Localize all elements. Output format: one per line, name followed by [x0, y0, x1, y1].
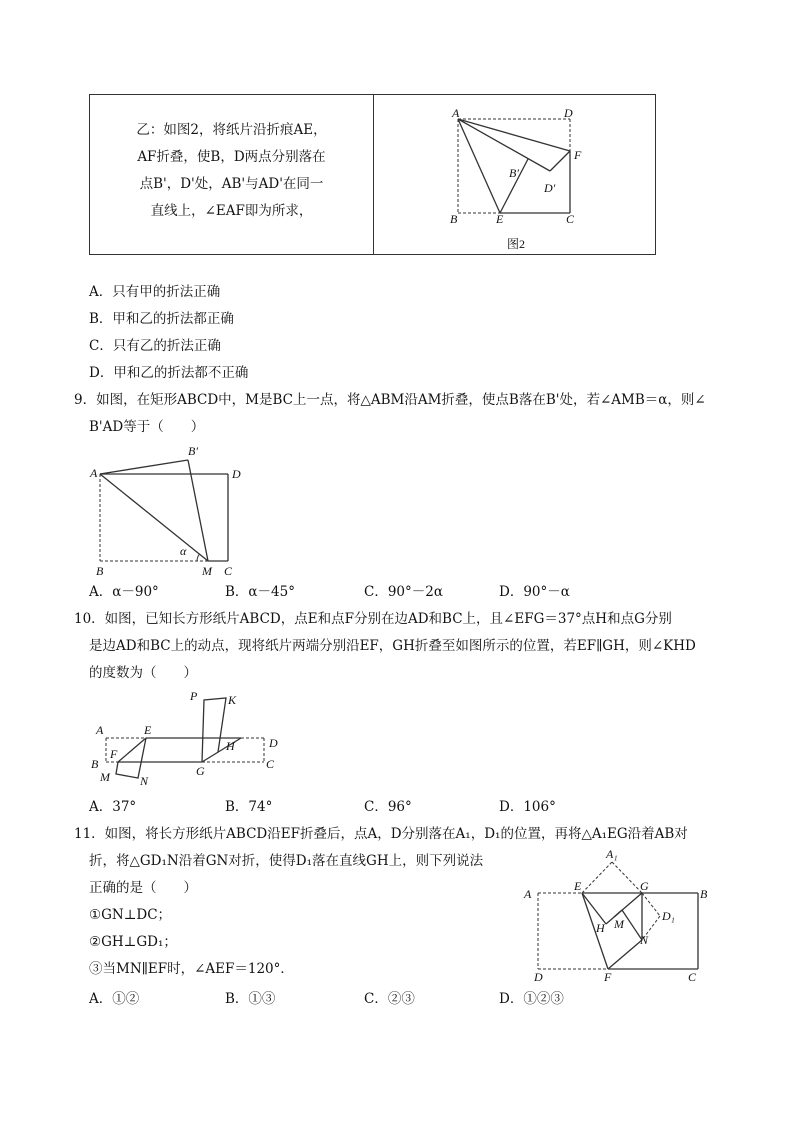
q9-option-a: A．α－90°	[89, 584, 159, 600]
label-A: A	[96, 723, 104, 737]
label-D: D	[269, 736, 278, 750]
label-D: D	[564, 106, 573, 120]
line-AD-prime	[458, 119, 550, 171]
label-B-prime: B′	[188, 444, 198, 458]
edge-A1G	[612, 862, 642, 893]
label-B-prime: B′	[509, 166, 519, 180]
label-D-prime: D′	[544, 181, 556, 195]
label-D: D	[534, 970, 543, 984]
q11-option-a: A．①②	[89, 991, 140, 1007]
label-F: F	[110, 747, 118, 761]
q10-option-a: A．37°	[89, 799, 137, 815]
label-G: G	[640, 879, 649, 893]
edge-EH	[582, 893, 606, 924]
q10-option-d: D．106°	[499, 799, 556, 815]
q11-figure	[518, 846, 718, 986]
edge-B-prime-M	[188, 460, 208, 561]
q11-option-b: B．①③	[225, 991, 276, 1007]
q9-option-d: D．90°－α	[499, 584, 570, 600]
table-text-line: AF折叠，使B，D两点分别落在	[137, 149, 326, 165]
q8-option-d: D．甲和乙的折法都不正确	[89, 365, 249, 381]
crease-AE	[458, 119, 500, 213]
label-N: N	[140, 774, 149, 788]
label-A1: A₁	[606, 847, 618, 861]
label-F: F	[604, 970, 612, 984]
label-A: A	[90, 466, 98, 480]
label-H: H	[596, 921, 605, 935]
label-E: E	[496, 212, 504, 226]
q9-question-line1: 9．如图，在矩形ABCD中，M是BC上一点，将△ABM沿AM折叠，使点B落在B'处，若∠AMB＝α，则∠	[74, 392, 706, 408]
q9-option-c: C．90°－2α	[364, 584, 443, 600]
q11-statement-3: ③当MN∥EF时，∠AEF＝120°．	[89, 961, 294, 977]
label-A: A	[452, 106, 460, 120]
q11-question-line2: 折，将△GD₁N沿着GN对折，使得D₁落在直线GH上，则下列说法	[89, 853, 484, 869]
label-D1: D₁	[662, 909, 675, 923]
label-B: B	[450, 212, 458, 226]
label-F: F	[574, 148, 582, 162]
crease-AF	[458, 119, 570, 151]
q9-question-line2: B'AD等于（ ）	[89, 419, 205, 435]
edge-GD1	[642, 893, 660, 916]
edge-EA1	[582, 862, 612, 893]
table-text-line: 乙：如图2，将纸片沿折痕AE，	[136, 122, 327, 138]
label-M: M	[202, 564, 212, 578]
q11-statement-1: ①GN⊥DC；	[89, 907, 172, 923]
q9-figure	[86, 440, 256, 580]
alpha-arc	[197, 554, 199, 561]
label-M: M	[614, 917, 624, 931]
q8-option-a: A．只有甲的折法正确	[89, 284, 221, 300]
q11-option-c: C．②③	[364, 991, 415, 1007]
table-text-line: 直线上，∠EAF即为所求，	[150, 203, 313, 219]
label-C: C	[266, 757, 275, 771]
q10-option-b: B．74°	[225, 799, 273, 815]
label-C: C	[566, 212, 575, 226]
q10-question-line1: 10．如图，已知长方形纸片ABCD，点E和点F分别在边AD和BC上，且∠EFG＝37°点H和点G分别	[74, 611, 672, 627]
edge-HM	[614, 910, 622, 917]
label-A: A	[524, 887, 532, 901]
label-D: D	[232, 467, 241, 481]
label-H: H	[226, 739, 235, 753]
q10-question-line3: 的度数为（ ）	[89, 665, 197, 681]
q11-statement-2: ②GH⊥GD₁；	[89, 934, 177, 950]
q10-figure	[86, 688, 286, 798]
q11-question-line1: 11．如图，将长方形纸片ABCD沿EF折叠后，点A，D分别落在A₁，D₁的位置，再将△A₁EG沿着AB对	[74, 826, 688, 842]
edge-HG	[606, 893, 642, 924]
crease-GH	[202, 738, 241, 762]
answer-table	[89, 94, 656, 255]
label-M: M	[100, 770, 110, 784]
q8-option-c: C．只有乙的折法正确	[89, 338, 221, 354]
label-P: P	[190, 689, 198, 703]
label-E: E	[574, 879, 582, 893]
q8-option-b: B．甲和乙的折法都正确	[89, 311, 234, 327]
label-G: G	[196, 764, 205, 778]
edge-MN	[622, 910, 642, 940]
label-alpha: α	[180, 544, 187, 558]
q9-option-b: B．α－45°	[225, 584, 295, 600]
edge-NF	[608, 940, 642, 969]
edge-FD-prime	[550, 151, 570, 171]
crease-AM	[100, 474, 208, 561]
table-text-line: 点B'，D'处，AB'与AD'在同一	[139, 176, 324, 192]
label-K: K	[228, 693, 237, 707]
label-N: N	[640, 933, 649, 947]
label-B: B	[700, 887, 708, 901]
q11-option-d: D．①②③	[499, 991, 564, 1007]
q11-question-line3: 正确的是（ ）	[89, 880, 197, 896]
figure-2	[374, 95, 655, 254]
label-C: C	[688, 970, 697, 984]
label-B: B	[91, 757, 99, 771]
label-C: C	[224, 564, 233, 578]
label-B: B	[96, 564, 104, 578]
folded-part-left	[116, 738, 146, 778]
edge-AB-prime	[100, 460, 188, 474]
q10-option-c: C．96°	[364, 799, 412, 815]
label-E: E	[144, 723, 152, 737]
q10-question-line2: 是边AD和BC上的动点，现将纸片两端分别沿EF，GH折叠至如图所示的位置，若EF∥GH，则∠KHD	[89, 638, 696, 654]
figure-caption: 图2	[507, 237, 526, 251]
table-text-cell	[90, 117, 373, 225]
folded-part-right	[202, 698, 226, 762]
